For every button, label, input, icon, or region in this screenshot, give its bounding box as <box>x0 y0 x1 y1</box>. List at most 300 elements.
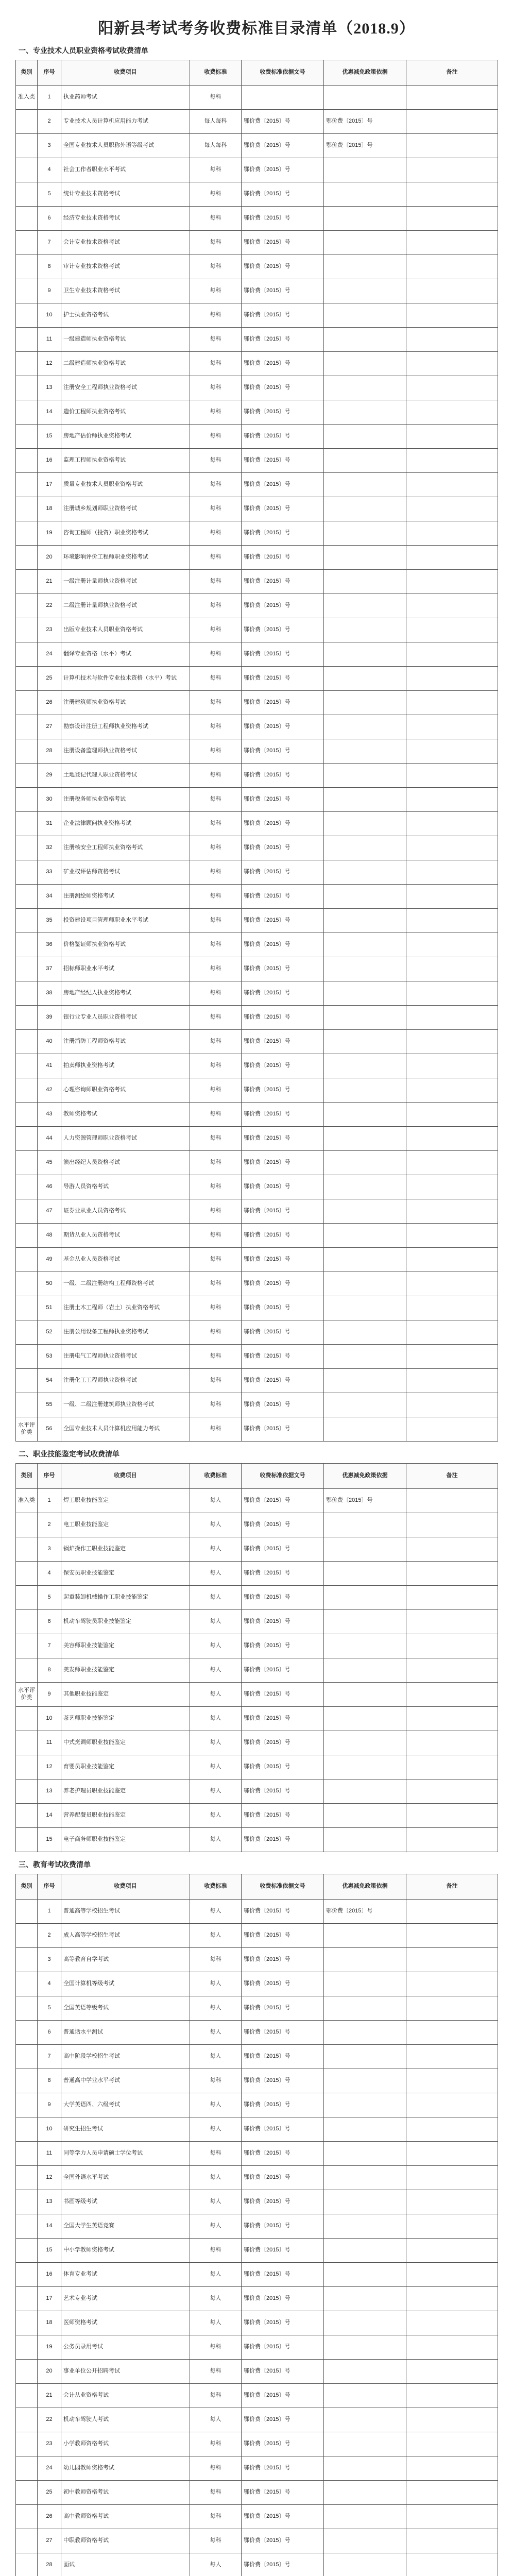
cell-item: 造价工程师执业资格考试 <box>61 400 190 425</box>
table-row <box>16 2553 498 2576</box>
cell-policy <box>324 1175 406 1199</box>
cell-standard: 每人 <box>190 1586 242 1610</box>
cell-note <box>406 2263 498 2287</box>
cell-standard: 每科 <box>190 2335 242 2360</box>
table-row <box>16 1151 498 1175</box>
table-row <box>16 1755 498 1780</box>
cell-item: 面试 <box>61 2553 190 2576</box>
cell-seq: 6 <box>38 207 61 231</box>
table-row <box>16 860 498 885</box>
table-row <box>16 570 498 594</box>
table-row <box>16 1610 498 1634</box>
cell-standard: 每科 <box>190 2456 242 2481</box>
cell-seq: 8 <box>38 1658 61 1683</box>
cell-category <box>16 691 38 715</box>
cell-note <box>406 691 498 715</box>
table-row <box>16 1900 498 1924</box>
cell-category <box>16 1513 38 1537</box>
cell-category <box>16 1562 38 1586</box>
cell-basis: 鄂价费〔2015〕号 <box>242 2190 324 2214</box>
cell-seq: 30 <box>38 788 61 812</box>
cell-policy <box>324 2311 406 2335</box>
cell-basis: 鄂价费〔2015〕号 <box>242 2311 324 2335</box>
table-row <box>16 2529 498 2553</box>
cell-seq: 51 <box>38 1296 61 1320</box>
cell-seq: 45 <box>38 1151 61 1175</box>
cell-seq: 19 <box>38 521 61 546</box>
cell-policy <box>324 2021 406 2045</box>
table-row <box>16 1683 498 1707</box>
cell-item: 全国英语等级考试 <box>61 1996 190 2021</box>
cell-standard: 每人 <box>190 2166 242 2190</box>
cell-policy <box>324 1345 406 1369</box>
cell-category <box>16 1006 38 1030</box>
cell-policy <box>324 231 406 255</box>
cell-note <box>406 352 498 376</box>
cell-seq: 21 <box>38 570 61 594</box>
cell-item: 营养配餐员职业技能鉴定 <box>61 1804 190 1828</box>
cell-seq: 32 <box>38 836 61 860</box>
cell-basis: 鄂价费〔2015〕号 <box>242 691 324 715</box>
table-row <box>16 2214 498 2239</box>
cell-note <box>406 1924 498 1948</box>
cell-policy: 鄂价费〔2015〕号 <box>324 1900 406 1924</box>
cell-standard: 每科 <box>190 2069 242 2093</box>
cell-item: 初中教师资格考试 <box>61 2481 190 2505</box>
table-row <box>16 715 498 739</box>
cell-basis: 鄂价费〔2015〕号 <box>242 546 324 570</box>
cell-policy <box>324 2263 406 2287</box>
cell-standard: 每科 <box>190 449 242 473</box>
table-row <box>16 1127 498 1151</box>
cell-note <box>406 788 498 812</box>
cell-policy <box>324 1103 406 1127</box>
cell-item: 养老护理员职业技能鉴定 <box>61 1780 190 1804</box>
cell-category <box>16 1972 38 1996</box>
cell-standard: 每人 <box>190 1634 242 1658</box>
cell-policy <box>324 1828 406 1852</box>
cell-seq: 42 <box>38 1078 61 1103</box>
cell-policy <box>324 158 406 182</box>
cell-basis: 鄂价费〔2015〕号 <box>242 1345 324 1369</box>
cell-seq: 9 <box>38 2093 61 2117</box>
cell-policy <box>324 1804 406 1828</box>
cell-standard: 每人每科 <box>190 134 242 158</box>
cell-standard: 每科 <box>190 1030 242 1054</box>
cell-basis: 鄂价费〔2015〕号 <box>242 182 324 207</box>
table-row <box>16 425 498 449</box>
cell-standard: 每科 <box>190 2529 242 2553</box>
cell-category <box>16 570 38 594</box>
table-row <box>16 2505 498 2529</box>
cell-item: 勘察设计注册工程师执业资格考试 <box>61 715 190 739</box>
cell-item: 演出经纪人员资格考试 <box>61 1151 190 1175</box>
table-row <box>16 376 498 400</box>
cell-note <box>406 110 498 134</box>
cell-item: 一级建造师执业资格考试 <box>61 328 190 352</box>
cell-basis: 鄂价费〔2015〕号 <box>242 1828 324 1852</box>
cell-category <box>16 739 38 764</box>
cell-policy <box>324 618 406 642</box>
cell-item: 心理咨询师职业资格考试 <box>61 1078 190 1103</box>
cell-category <box>16 1393 38 1417</box>
cell-standard: 每人 <box>190 1972 242 1996</box>
column-header-policy: 优惠减免政策依据 <box>324 1874 406 1900</box>
cell-basis: 鄂价费〔2015〕号 <box>242 521 324 546</box>
cell-category <box>16 1078 38 1103</box>
cell-basis: 鄂价费〔2015〕号 <box>242 1683 324 1707</box>
cell-policy <box>324 376 406 400</box>
cell-basis: 鄂价费〔2015〕号 <box>242 1030 324 1054</box>
cell-seq: 39 <box>38 1006 61 1030</box>
cell-item: 小学教师资格考试 <box>61 2432 190 2456</box>
cell-policy <box>324 2214 406 2239</box>
cell-item: 护士执业资格考试 <box>61 303 190 328</box>
cell-basis: 鄂价费〔2015〕号 <box>242 1417 324 1442</box>
cell-basis: 鄂价费〔2015〕号 <box>242 1948 324 1972</box>
table-row <box>16 328 498 352</box>
cell-policy <box>324 1151 406 1175</box>
cell-policy <box>324 1272 406 1296</box>
cell-policy <box>324 546 406 570</box>
cell-seq: 33 <box>38 860 61 885</box>
cell-category: 准入类 <box>16 86 38 110</box>
table-row <box>16 2384 498 2408</box>
cell-note <box>406 2553 498 2576</box>
cell-seq: 23 <box>38 2432 61 2456</box>
cell-policy <box>324 667 406 691</box>
cell-item: 计算机技术与软件专业技术资格（水平）考试 <box>61 667 190 691</box>
cell-standard: 每科 <box>190 158 242 182</box>
cell-standard: 每科 <box>190 1417 242 1442</box>
cell-item: 中小学教师资格考试 <box>61 2239 190 2263</box>
cell-standard: 每科 <box>190 400 242 425</box>
cell-item: 导游人员资格考试 <box>61 1175 190 1199</box>
cell-standard: 每人 <box>190 1537 242 1562</box>
cell-category <box>16 497 38 521</box>
cell-policy <box>324 1393 406 1417</box>
cell-standard: 每科 <box>190 2432 242 2456</box>
cell-item: 房地产经纪人执业资格考试 <box>61 981 190 1006</box>
cell-standard: 每科 <box>190 667 242 691</box>
cell-policy <box>324 1054 406 1078</box>
cell-seq: 24 <box>38 642 61 667</box>
table-row <box>16 1707 498 1731</box>
cell-basis: 鄂价费〔2015〕号 <box>242 110 324 134</box>
cell-note <box>406 2408 498 2432</box>
table-row <box>16 231 498 255</box>
cell-note <box>406 1804 498 1828</box>
cell-item: 机动车驾驶人考试 <box>61 2408 190 2432</box>
cell-basis: 鄂价费〔2015〕号 <box>242 207 324 231</box>
cell-item: 高中阶段学校招生考试 <box>61 2045 190 2069</box>
cell-seq: 8 <box>38 2069 61 2093</box>
table-row <box>16 836 498 860</box>
cell-category <box>16 1996 38 2021</box>
cell-standard: 每人 <box>190 1610 242 1634</box>
cell-category <box>16 1345 38 1369</box>
cell-note <box>406 1030 498 1054</box>
table-row <box>16 400 498 425</box>
cell-policy <box>324 2481 406 2505</box>
table-row <box>16 86 498 110</box>
cell-policy <box>324 1030 406 1054</box>
cell-seq: 3 <box>38 1537 61 1562</box>
cell-note <box>406 2069 498 2093</box>
table-row <box>16 1924 498 1948</box>
cell-basis: 鄂价费〔2015〕号 <box>242 1610 324 1634</box>
cell-item: 一级注册计量师执业资格考试 <box>61 570 190 594</box>
table-row <box>16 642 498 667</box>
table-row <box>16 1996 498 2021</box>
cell-category <box>16 2093 38 2117</box>
table-row <box>16 546 498 570</box>
table-row <box>16 207 498 231</box>
table-row <box>16 2360 498 2384</box>
cell-item: 事业单位公开招聘考试 <box>61 2360 190 2384</box>
cell-standard: 每人 <box>190 1683 242 1707</box>
cell-category <box>16 1296 38 1320</box>
cell-item: 中式烹调师职业技能鉴定 <box>61 1731 190 1755</box>
cell-standard: 每科 <box>190 546 242 570</box>
cell-note <box>406 764 498 788</box>
cell-policy <box>324 1537 406 1562</box>
cell-basis: 鄂价费〔2015〕号 <box>242 376 324 400</box>
cell-seq: 37 <box>38 957 61 981</box>
cell-basis: 鄂价费〔2015〕号 <box>242 1755 324 1780</box>
cell-category <box>16 2529 38 2553</box>
table-row <box>16 933 498 957</box>
cell-seq: 15 <box>38 425 61 449</box>
cell-category <box>16 1828 38 1852</box>
cell-note <box>406 328 498 352</box>
cell-basis: 鄂价费〔2015〕号 <box>242 2408 324 2432</box>
cell-category <box>16 1900 38 1924</box>
cell-policy <box>324 1078 406 1103</box>
table-row <box>16 1248 498 1272</box>
cell-policy <box>324 642 406 667</box>
table-row <box>16 1417 498 1442</box>
cell-standard: 每科 <box>190 860 242 885</box>
cell-item: 其他职业技能鉴定 <box>61 1683 190 1707</box>
cell-seq: 11 <box>38 328 61 352</box>
cell-standard: 每科 <box>190 425 242 449</box>
cell-seq: 22 <box>38 2408 61 2432</box>
cell-category <box>16 715 38 739</box>
cell-standard: 每科 <box>190 1272 242 1296</box>
cell-note <box>406 1296 498 1320</box>
cell-standard: 每科 <box>190 207 242 231</box>
cell-category: 水平评价类 <box>16 1683 38 1707</box>
cell-standard: 每科 <box>190 497 242 521</box>
cell-seq: 28 <box>38 2553 61 2576</box>
table-row <box>16 1006 498 1030</box>
cell-seq: 27 <box>38 715 61 739</box>
cell-item: 统计专业技术资格考试 <box>61 182 190 207</box>
cell-policy <box>324 279 406 303</box>
cell-note <box>406 1972 498 1996</box>
cell-seq: 4 <box>38 158 61 182</box>
cell-note <box>406 2456 498 2481</box>
cell-policy <box>324 1780 406 1804</box>
cell-seq: 36 <box>38 933 61 957</box>
table-row <box>16 2045 498 2069</box>
table-header-row <box>16 1464 498 1489</box>
cell-seq: 11 <box>38 2142 61 2166</box>
cell-seq: 13 <box>38 2190 61 2214</box>
cell-item: 保安员职业技能鉴定 <box>61 1562 190 1586</box>
cell-seq: 17 <box>38 2287 61 2311</box>
cell-standard: 每科 <box>190 885 242 909</box>
cell-basis: 鄂价费〔2015〕号 <box>242 2263 324 2287</box>
cell-item: 起重装卸机械操作工职业技能鉴定 <box>61 1586 190 1610</box>
cell-category <box>16 2505 38 2529</box>
cell-policy <box>324 2045 406 2069</box>
cell-item: 茶艺师职业技能鉴定 <box>61 1707 190 1731</box>
cell-note <box>406 2384 498 2408</box>
cell-note <box>406 642 498 667</box>
cell-category <box>16 836 38 860</box>
cell-policy <box>324 739 406 764</box>
table-row <box>16 2142 498 2166</box>
cell-item: 基金从业人员资格考试 <box>61 1248 190 1272</box>
column-header-note: 备注 <box>406 60 498 86</box>
cell-seq: 2 <box>38 110 61 134</box>
cell-standard: 每人 <box>190 1562 242 1586</box>
cell-note <box>406 521 498 546</box>
cell-note <box>406 860 498 885</box>
cell-standard: 每科 <box>190 739 242 764</box>
cell-policy <box>324 2553 406 2576</box>
cell-standard: 每科 <box>190 1296 242 1320</box>
cell-note <box>406 134 498 158</box>
table-row <box>16 2408 498 2432</box>
cell-category <box>16 255 38 279</box>
cell-basis: 鄂价费〔2015〕号 <box>242 2142 324 2166</box>
table-row <box>16 1948 498 1972</box>
cell-note <box>406 1537 498 1562</box>
cell-basis: 鄂价费〔2015〕号 <box>242 2239 324 2263</box>
cell-basis: 鄂价费〔2015〕号 <box>242 231 324 255</box>
cell-seq: 1 <box>38 86 61 110</box>
table-row <box>16 2287 498 2311</box>
cell-note <box>406 2142 498 2166</box>
table-row <box>16 110 498 134</box>
cell-standard: 每科 <box>190 521 242 546</box>
column-header-note: 备注 <box>406 1464 498 1489</box>
cell-policy <box>324 1224 406 1248</box>
cell-policy <box>324 1996 406 2021</box>
cell-item: 人力资源管理师职业资格考试 <box>61 1127 190 1151</box>
cell-category <box>16 400 38 425</box>
table-row <box>16 449 498 473</box>
table-row <box>16 2166 498 2190</box>
cell-category <box>16 667 38 691</box>
cell-seq: 8 <box>38 255 61 279</box>
cell-category <box>16 764 38 788</box>
cell-basis: 鄂价费〔2015〕号 <box>242 1006 324 1030</box>
cell-item: 医师资格考试 <box>61 2311 190 2335</box>
cell-policy <box>324 1731 406 1755</box>
cell-basis: 鄂价费〔2015〕号 <box>242 1248 324 1272</box>
cell-category <box>16 328 38 352</box>
cell-seq: 24 <box>38 2456 61 2481</box>
cell-item: 全国专业技术人员计算机应用能力考试 <box>61 1417 190 1442</box>
cell-category <box>16 860 38 885</box>
cell-basis: 鄂价费〔2015〕号 <box>242 933 324 957</box>
cell-seq: 10 <box>38 2117 61 2142</box>
cell-standard: 每人 <box>190 1900 242 1924</box>
cell-basis: 鄂价费〔2015〕号 <box>242 134 324 158</box>
cell-note <box>406 279 498 303</box>
cell-note <box>406 1006 498 1030</box>
cell-item: 审计专业技术资格考试 <box>61 255 190 279</box>
cell-category <box>16 2456 38 2481</box>
cell-basis: 鄂价费〔2015〕号 <box>242 425 324 449</box>
cell-item: 会计专业技术资格考试 <box>61 231 190 255</box>
cell-policy <box>324 207 406 231</box>
cell-basis: 鄂价费〔2015〕号 <box>242 2214 324 2239</box>
cell-category <box>16 2045 38 2069</box>
cell-note <box>406 1103 498 1127</box>
column-header-item: 收费项目 <box>61 1464 190 1489</box>
cell-category <box>16 2287 38 2311</box>
cell-seq: 20 <box>38 546 61 570</box>
table-row <box>16 812 498 836</box>
cell-category <box>16 1151 38 1175</box>
cell-policy <box>324 1369 406 1393</box>
cell-item: 注册土木工程师（岩土）执业资格考试 <box>61 1296 190 1320</box>
cell-category <box>16 909 38 933</box>
cell-seq: 10 <box>38 1707 61 1731</box>
cell-note <box>406 1634 498 1658</box>
cell-category <box>16 2239 38 2263</box>
cell-policy <box>324 1634 406 1658</box>
cell-standard: 每科 <box>190 836 242 860</box>
table-row <box>16 303 498 328</box>
table-row <box>16 1320 498 1345</box>
cell-note <box>406 2432 498 2456</box>
table-row <box>16 1780 498 1804</box>
cell-item: 二级建造师执业资格考试 <box>61 352 190 376</box>
fee-table <box>15 1874 498 2576</box>
cell-note <box>406 1731 498 1755</box>
cell-category: 水平评价类 <box>16 1417 38 1442</box>
cell-item: 土地登记代理人职业资格考试 <box>61 764 190 788</box>
cell-seq: 34 <box>38 885 61 909</box>
cell-policy <box>324 1972 406 1996</box>
cell-standard: 每科 <box>190 715 242 739</box>
cell-seq: 15 <box>38 2239 61 2263</box>
cell-basis: 鄂价费〔2015〕号 <box>242 1634 324 1658</box>
cell-seq: 12 <box>38 1755 61 1780</box>
cell-item: 注册测绘师资格考试 <box>61 885 190 909</box>
cell-basis: 鄂价费〔2015〕号 <box>242 2432 324 2456</box>
cell-note <box>406 400 498 425</box>
cell-seq: 52 <box>38 1320 61 1345</box>
cell-note <box>406 1489 498 1513</box>
column-header-standard: 收费标准 <box>190 60 242 86</box>
cell-category <box>16 425 38 449</box>
cell-standard: 每人 <box>190 2408 242 2432</box>
cell-policy <box>324 788 406 812</box>
cell-standard: 每人 <box>190 2117 242 2142</box>
section-heading: 二、职业技能鉴定考试收费清单 <box>19 1450 119 1458</box>
cell-seq: 46 <box>38 1175 61 1199</box>
cell-item: 咨询工程师（投资）职业资格考试 <box>61 521 190 546</box>
cell-category <box>16 1272 38 1296</box>
cell-standard: 每科 <box>190 1393 242 1417</box>
